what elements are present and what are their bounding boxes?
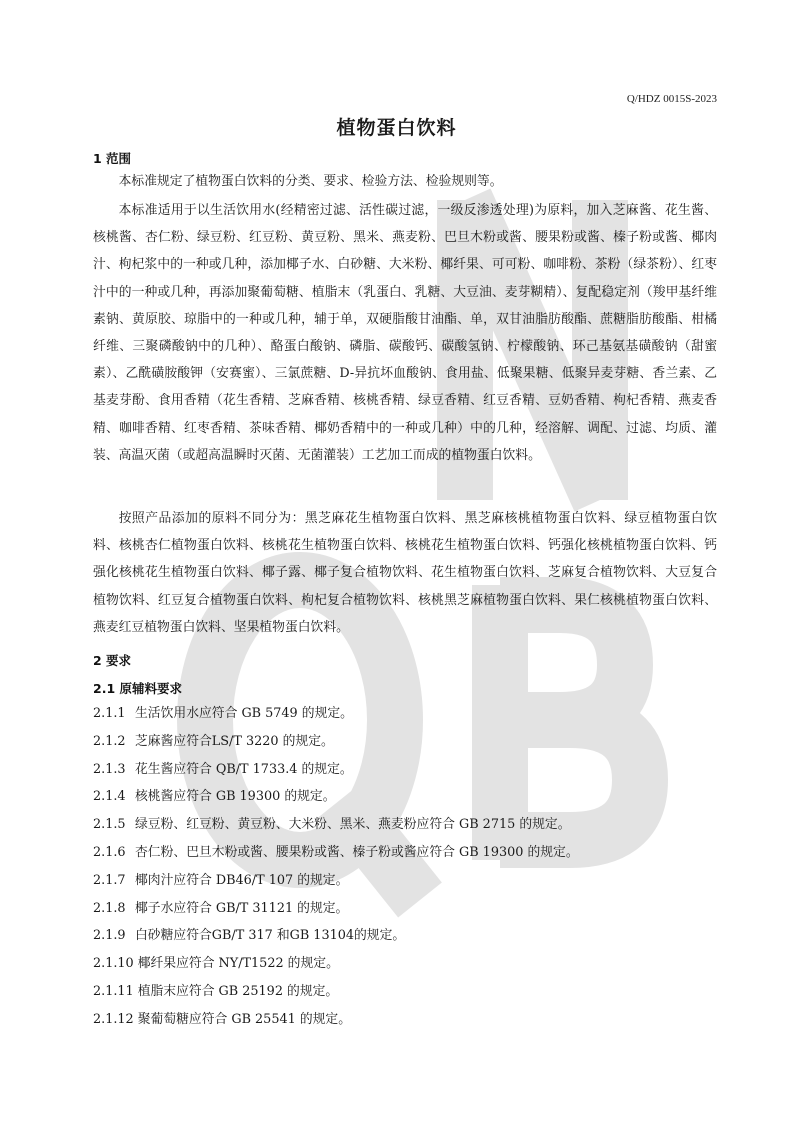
section-2-heading: 2 要求	[93, 653, 132, 668]
requirement-number: 2.1.7	[93, 872, 126, 888]
scope-paragraph-2: 本标准适用于以生活饮用水(经精密过滤、活性碳过滤，一级反渗透处理)为原料，加入芝麻酱、花生酱、核桃酱、杏仁粉、绿豆粉、红豆粉、黄豆粉、黑米、燕麦粉、巴旦木粉或酱、腰果粉或酱、榛子粉或酱、椰肉汁、枸杞浆中的一种或几种，添加椰子水、白砂糖、大米粉、椰纤果、可可粉、咖啡粉、茶粉（绿茶粉）、红枣汁中的一种或几种，再添加聚葡萄糖、植脂末（乳蛋白、乳糖、大豆油、麦芽糊精）、复配稳定剂（羧甲基纤维素钠、黄原胶、琼脂中的一种或几种，辅于单，双硬脂酸甘油酯、单，双甘油脂肪酸酯、蔗糖脂肪酸酯、柑橘纤维、三聚磷酸钠中的几种）、酪蛋白酸钠、磷脂、碳酸钙、碳酸氢钠、柠檬酸钠、环己基氨基磺酸钠（甜蜜素）、乙酰磺胺酸钾（安赛蜜）、三氯蔗糖、D-异抗坏血酸钠、食用盐、低聚果糖、低聚异麦芽糖、香兰素、乙基麦芽酚、食用香精（花生香精、芝麻香精、核桃香精、绿豆香精、红豆香精、豆奶香精、枸杞香精、燕麦香精、咖啡香精、红枣香精、茶味香精、椰奶香精中的一种或几种）中的几种，经溶解、调配、过滤、均质、灌装、高温灭菌（或超高温瞬时灭菌、无菌灌装）工艺加工而成的植物蛋白饮料。	[93, 203, 717, 463]
requirement-text: 椰肉汁应符合 DB46/T 107 的规定。	[135, 872, 349, 888]
requirement-text: 绿豆粉、红豆粉、黄豆粉、大米粉、黑米、燕麦粉应符合 GB 2715 的规定。	[135, 817, 571, 833]
requirement-number: 2.1.3	[93, 761, 126, 777]
requirements-list	[93, 704, 713, 1038]
requirement-number: 2.1.4	[93, 789, 126, 805]
requirement-number: 2.1.11	[93, 983, 134, 999]
section-2-1-heading: 2.1 原辅料要求	[93, 681, 182, 696]
requirement-item	[93, 1010, 713, 1038]
requirement-item	[93, 760, 713, 788]
requirement-item	[93, 982, 713, 1010]
requirement-text: 杏仁粉、巴旦木粉或酱、腰果粉或酱、榛子粉或酱应符合 GB 19300 的规定。	[135, 844, 579, 860]
requirement-number: 2.1.8	[93, 900, 126, 916]
requirement-number: 2.1.10	[93, 956, 134, 972]
requirement-number: 2.1.1	[93, 706, 126, 721]
requirement-item	[93, 704, 713, 732]
requirement-number: 2.1.9	[93, 928, 126, 944]
requirement-text: 椰子水应符合 GB/T 31121 的规定。	[135, 900, 349, 916]
scope-paragraph-1: 本标准规定了植物蛋白饮料的分类、要求、检验方法、检验规则等。	[118, 174, 503, 189]
requirement-number: 2.1.2	[93, 733, 126, 749]
requirement-text: 植脂末应符合 GB 25192 的规定。	[137, 983, 339, 999]
scope-paragraph-3: 按照产品添加的原料不同分为：黑芝麻花生植物蛋白饮料、黑芝麻核桃植物蛋白饮料、绿豆植物蛋白饮料、核桃杏仁植物蛋白饮料、核桃花生植物蛋白饮料、核桃花生植物蛋白饮料、钙强化核桃植物蛋白饮料、钙强化核桃花生植物蛋白饮料、椰子露、椰子复合植物饮料、花生植物蛋白饮料、芝麻复合植物饮料、大豆复合植物饮料、红豆复合植物蛋白饮料、枸杞复合植物饮料、核桃黑芝麻植物蛋白饮料、果仁核桃植物蛋白饮料、燕麦红豆植物蛋白饮料、坚果植物蛋白饮料。	[93, 511, 717, 635]
requirement-text: 白砂糖应符合GB/T 317 和GB 13104的规定。	[135, 928, 406, 944]
requirement-item	[93, 899, 713, 927]
requirement-item	[93, 871, 713, 899]
requirement-item	[93, 926, 713, 954]
requirement-number: 2.1.6	[93, 844, 126, 860]
requirement-text: 花生酱应符合 QB/T 1733.4 的规定。	[135, 761, 353, 777]
requirement-text: 聚葡萄糖应符合 GB 25541 的规定。	[137, 1011, 352, 1027]
requirement-text: 芝麻酱应符合LS/T 3220 的规定。	[135, 733, 334, 749]
requirement-number: 2.1.5	[93, 817, 126, 833]
requirement-item	[93, 954, 713, 982]
requirement-item	[93, 843, 713, 871]
requirement-item	[93, 815, 713, 843]
document-title: 植物蛋白饮料	[336, 117, 457, 139]
requirement-item	[93, 732, 713, 760]
section-1-heading: 1 范围	[93, 151, 132, 166]
requirement-number: 2.1.12	[93, 1011, 134, 1027]
requirement-text: 生活饮用水应符合 GB 5749 的规定。	[135, 706, 353, 721]
requirement-text: 核桃酱应符合 GB 19300 的规定。	[135, 789, 336, 805]
requirement-item	[93, 787, 713, 815]
requirement-text: 椰纤果应符合 NY/T1522 的规定。	[137, 956, 339, 972]
standard-code: Q/HDZ 0015S-2023	[626, 93, 717, 105]
